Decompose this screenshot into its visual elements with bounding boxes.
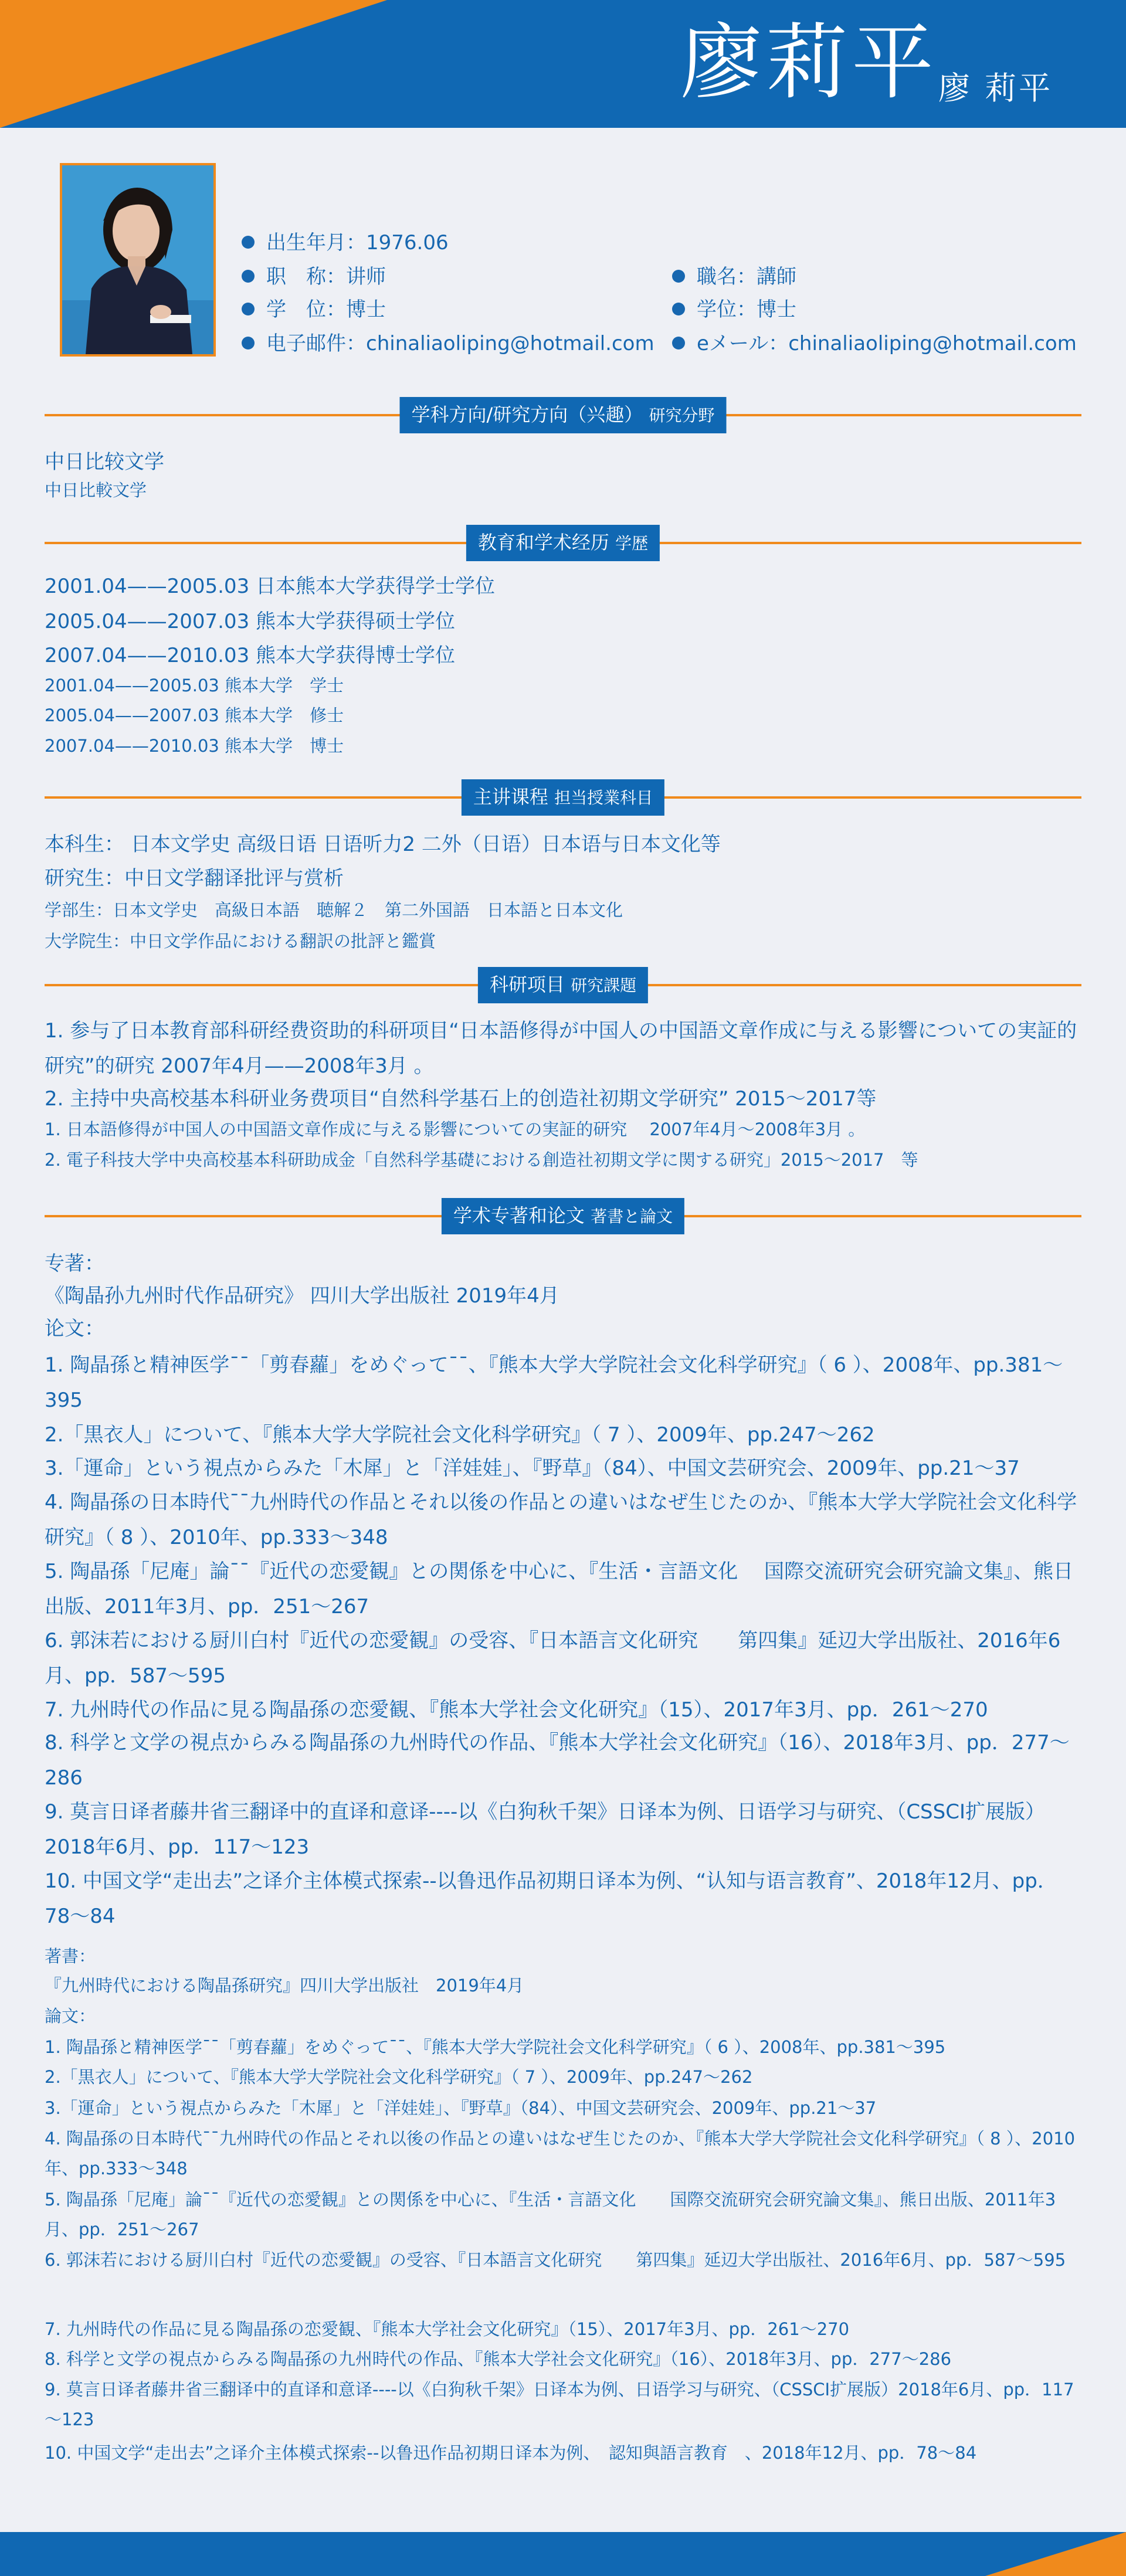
section-label: 主讲课程 担当授業科目 — [462, 779, 664, 816]
section-projects — [45, 967, 1081, 1002]
monograph-label-jp: 著書： — [45, 1946, 96, 1966]
section-education — [45, 525, 1081, 560]
portrait-illustration — [62, 165, 213, 354]
info-title-cn: 职 称：讲师 — [242, 264, 386, 290]
paper-item-jp: 4. 陶晶孫の日本時代¯¯九州時代の作品とそれ以後の作品との違いはなぜ生じたのか、『熊本大学大学院社会文化科学研究』（ 8 ）、2010年、pp.333～348 — [45, 2129, 1076, 2178]
education-item: 2005.04——2007.03 熊本大学获得硕士学位 — [45, 610, 456, 633]
section-courses — [45, 779, 1081, 814]
course-line-jp: 大学院生：中日文学作品における翻訳の批評と鑑賞 — [45, 931, 436, 951]
education-item: 2001.04——2005.03 日本熊本大学获得学士学位 — [45, 575, 496, 598]
paper-item-jp: 9. 莫言日译者藤井省三翻译中的直译和意译----以《白狗秋千架》日译本为例、日语学习与研究、（CSSCI扩展版）2018年6月、pp．117～123 — [45, 2380, 1074, 2429]
education-item-jp: 2005.04——2007.03 熊本大学 修士 — [45, 705, 344, 725]
project-item: 1. 参与了日本教育部科研经费资助的科研项目“日本語修得が中国人の中国語文章作成に与える影響についての実証的研究”的研究 2007年4月——2008年3月 。 — [45, 1019, 1077, 1078]
info-title-jp: 職名：講師 — [672, 264, 796, 290]
section-label: 教育和学术经历 学歴 — [466, 525, 660, 561]
paper-item: 6. 郭沫若における厨川白村『近代の恋愛観』の受容、『日本語言文化研究 第四集』延辺大学出版社、2016年6月、pp．587～595 — [45, 1629, 1061, 1688]
paper-item-jp: 2.「黒衣人」について、『熊本大学大学院社会文化科学研究』（ 7 ）、2009年、pp.247～262 — [45, 2067, 753, 2087]
info-email-jp: eメール：chinaliaoliping@hotmail.com — [672, 331, 1077, 357]
research-field-jp: 中日比較文学 — [45, 480, 147, 500]
section-publications — [45, 1198, 1081, 1233]
paper-item-jp: 8. 科学と文学の視点からみる陶晶孫の九州時代の作品、『熊本大学社会文化研究』（16）、2018年3月、pp．277～286 — [45, 2349, 952, 2369]
paper-item-jp: 7. 九州時代の作品に見る陶晶孫の恋愛観、『熊本大学社会文化研究』（15）、2017年3月、pp．261～270 — [45, 2319, 850, 2339]
paper-item-jp: 6. 郭沫若における厨川白村『近代の恋愛観』の受容、『日本語言文化研究 第四集』延辺大学出版社、2016年6月、pp．587～595 — [45, 2250, 1066, 2270]
research-field-cn: 中日比较文学 — [45, 450, 164, 474]
info-degree-jp: 学位：博士 — [672, 297, 796, 323]
monograph-label: 专著： — [45, 1252, 104, 1275]
education-item-jp: 2001.04——2005.03 熊本大学 学士 — [45, 676, 344, 695]
paper-item: 10. 中国文学“走出去”之译介主体模式探索--以鲁迅作品初期日译本为例、“认知与语言教育”、2018年12月、pp．78～84 — [45, 1869, 1057, 1928]
profile-photo — [60, 163, 216, 357]
section-label: 科研项目 研究課題 — [478, 967, 648, 1003]
monograph-item-jp: 『九州時代における陶晶孫研究』四川大学出版社 2019年4月 — [45, 1976, 524, 1995]
paper-item: 8. 科学と文学の視点からみる陶晶孫の九州時代の作品、『熊本大学社会文化研究』（16）、2018年3月、pp．277～286 — [45, 1731, 1070, 1790]
paper-item: 4. 陶晶孫の日本時代¯¯九州時代の作品とそれ以後の作品との違いはなぜ生じたのか、『熊本大学大学院社会文化科学研究』（ 8 ）、2010年、pp.333～348 — [45, 1491, 1077, 1549]
papers-label: 论文： — [45, 1317, 104, 1340]
info-birth: 出生年月：1976.06 — [242, 230, 449, 256]
footer-banner — [0, 2532, 1126, 2576]
section-label: 学术专著和论文 著書と論文 — [442, 1198, 684, 1234]
paper-item-jp: 10. 中国文学“走出去”之译介主体模式探索--以鲁迅作品初期日译本为例、 認知與語言教育 、2018年12月、pp．78～84 — [45, 2443, 977, 2463]
course-line-jp: 学部生：日本文学史 高級日本語 聴解２ 第二外国語 日本語と日本文化 — [45, 900, 623, 920]
paper-item-jp: 3.「運命」という視点からみた「木犀」と「洋娃娃」、『野草』（84）、中国文芸研究会、2009年、pp.21～37 — [45, 2098, 877, 2118]
paper-item: 5. 陶晶孫「尼庵」論¯¯『近代の恋愛観』との関係を中心に、『生活・言語文化 国際交流研究会研究論文集』、熊日出版、2011年3月、pp．251～267 — [45, 1560, 1074, 1618]
info-email-cn: 电子邮件：chinaliaoliping@hotmail.com — [242, 331, 654, 357]
project-item-jp: 2. 電子科技大学中央高校基本科研助成金「自然科学基礎における創造社初期文学に関する研究」2015～2017 等 — [45, 1150, 918, 1170]
project-item-jp: 1. 日本語修得が中国人の中国語文章作成に与える影響についての実証的研究 2007年4月～2008年3月 。 — [45, 1119, 866, 1139]
paper-item: 9. 莫言日译者藤井省三翻译中的直译和意译----以《白狗秋千架》日译本为例、日语学习与研究、（CSSCI扩展版）2018年6月、pp．117～123 — [45, 1800, 1045, 1859]
section-research-field — [45, 397, 1081, 432]
papers-label-jp: 論文： — [45, 2006, 96, 2026]
monograph-item: 《陶晶孙九州时代作品研究》 四川大学出版社 2019年4月 — [45, 1284, 559, 1308]
paper-item: 7. 九州時代の作品に見る陶晶孫の恋愛観、『熊本大学社会文化研究』（15）、2017年3月、pp．261～270 — [45, 1698, 988, 1722]
paper-item-jp: 5. 陶晶孫「尼庵」論¯¯『近代の恋愛観』との関係を中心に、『生活・言語文化 国際交流研究会研究論文集』、熊日出版、2011年3月、pp．251～267 — [45, 2190, 1056, 2239]
info-degree-cn: 学 位：博士 — [242, 297, 386, 323]
name-subtitle: 廖 莉平 — [938, 70, 1053, 107]
education-item: 2007.04——2010.03 熊本大学获得博士学位 — [45, 644, 456, 667]
footer-orange-triangle — [985, 2532, 1126, 2576]
section-label: 学科方向/研究方向（兴趣） 研究分野 — [400, 397, 727, 433]
bullet-icon — [672, 270, 685, 283]
course-line: 本科生： 日本文学史 高级日语 日语听力2 二外（日语）日本语与日本文化等 — [45, 833, 721, 856]
bullet-icon — [242, 236, 255, 249]
education-item-jp: 2007.04——2010.03 熊本大学 博士 — [45, 736, 344, 756]
header-orange-triangle — [0, 0, 387, 128]
paper-item: 2.「黒衣人」について、『熊本大学大学院社会文化科学研究』（ 7 ）、2009年、pp.247～262 — [45, 1423, 875, 1447]
name-title: 廖莉平 — [680, 15, 938, 111]
paper-item: 3.「運命」という視点からみた「木犀」と「洋娃娃」、『野草』（84）、中国文芸研究会、2009年、pp.21～37 — [45, 1457, 1020, 1480]
paper-item-jp: 1. 陶晶孫と精神医学¯¯「剪春蘿」をめぐって¯¯、『熊本大学大学院社会文化科学研究』（ 6 ）、2008年、pp.381～395 — [45, 2037, 946, 2057]
bullet-icon — [672, 303, 685, 315]
bullet-icon — [242, 303, 255, 315]
course-line: 研究生：中日文学翻译批评与赏析 — [45, 867, 344, 890]
bullet-icon — [242, 270, 255, 283]
project-item: 2. 主持中央高校基本科研业务费项目“自然科学基石上的创造社初期文学研究” 2015～2017等 — [45, 1087, 877, 1111]
bullet-icon — [672, 337, 685, 349]
header-banner — [0, 0, 1126, 128]
bullet-icon — [242, 337, 255, 349]
paper-item: 1. 陶晶孫と精神医学¯¯「剪春蘿」をめぐって¯¯、『熊本大学大学院社会文化科学研究』（ 6 ）、2008年、pp.381～395 — [45, 1353, 1063, 1412]
